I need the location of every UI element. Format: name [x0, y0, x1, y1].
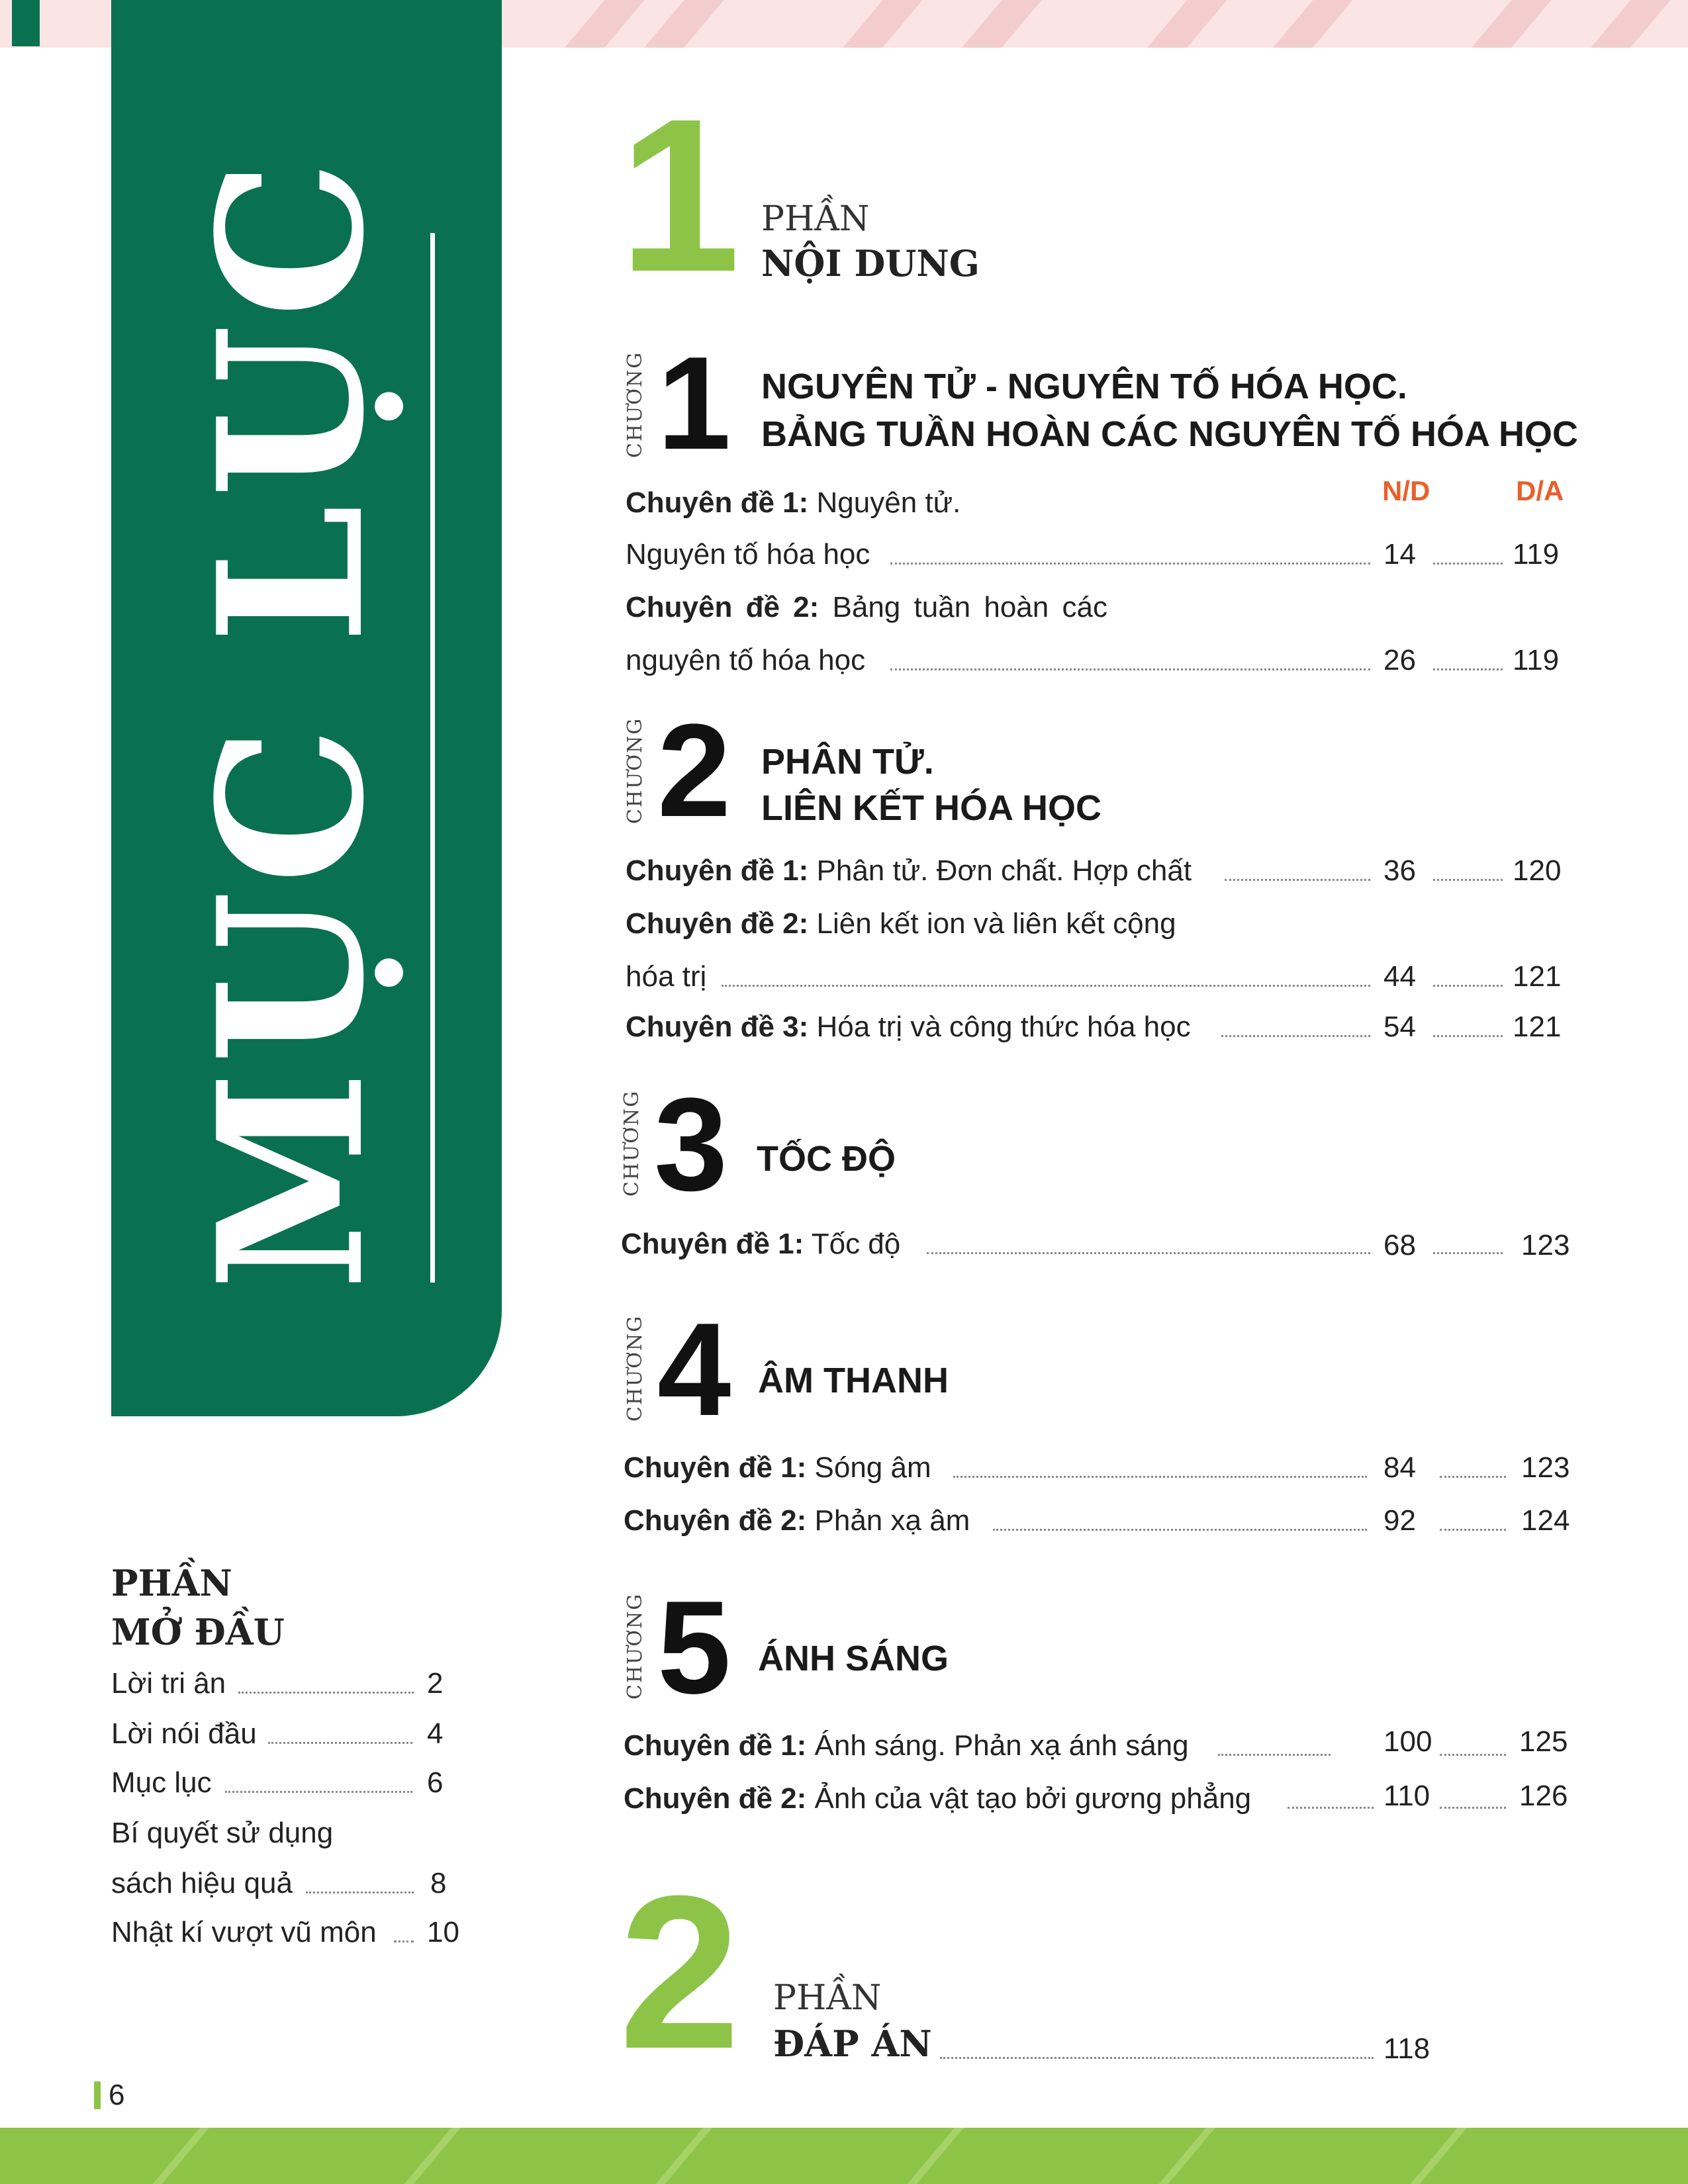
chapter4-title: ÂM THANH: [758, 1361, 949, 1400]
leader-dots: [1225, 879, 1370, 881]
leader-dots: [1433, 879, 1503, 881]
leader-dots: [394, 1940, 414, 1942]
topic-prefix: Chuyên đề 2:: [624, 1504, 807, 1537]
leader-dots: [722, 985, 1370, 987]
intro-item-page: 8: [430, 1867, 447, 1899]
page-number: 6: [109, 2079, 125, 2111]
side-divider: [430, 233, 435, 1283]
bottom-decorative-band: [0, 2128, 1688, 2184]
topic-prefix: Chuyên đề 3:: [626, 1011, 809, 1043]
topic-title: Liên kết ion và liên kết cộng: [816, 907, 1176, 940]
chapter2-number: 2: [657, 697, 731, 844]
toc-entry[interactable]: [626, 904, 1176, 944]
page-nd: 84: [1383, 1451, 1416, 1484]
chapter1-title-line2: BẢNG TUẦN HOÀN CÁC NGUYÊN TỐ HÓA HỌC: [761, 414, 1578, 454]
page-da: 124: [1521, 1504, 1570, 1537]
topic-title: Hóa trị và công thức hóa học: [816, 1011, 1191, 1043]
leader-dots: [1433, 985, 1503, 987]
toc-entry[interactable]: [624, 1779, 1251, 1819]
intro-item[interactable]: Lời tri ân: [111, 1667, 226, 1700]
chapter4-label: CHƯƠNG: [624, 1314, 647, 1422]
intro-item-cont: sách hiệu quả: [111, 1867, 293, 1899]
toc-entry[interactable]: [626, 851, 1192, 891]
page-da: 126: [1519, 1780, 1568, 1812]
page-da: 123: [1521, 1229, 1570, 1261]
intro-item[interactable]: Lời nói đầu: [111, 1717, 257, 1750]
intro-item[interactable]: Mục lục: [111, 1766, 212, 1799]
leader-dots: [225, 1791, 412, 1793]
topic-title: Bảng tuần hoàn các: [832, 591, 1107, 623]
topic-title: Sóng âm: [814, 1451, 931, 1484]
toc-entry[interactable]: [621, 1224, 900, 1264]
page-nd: 54: [1383, 1011, 1416, 1043]
part2-page: 118: [1383, 2032, 1430, 2065]
chapter3-label: CHƯƠNG: [620, 1089, 643, 1197]
leader-dots: [890, 563, 1370, 565]
topic-prefix: Chuyên đề 1:: [621, 1228, 804, 1260]
leader-dots: [890, 668, 1370, 670]
leader-dots: [268, 1742, 412, 1744]
topic-prefix: Chuyên đề 1:: [626, 854, 809, 887]
topic-prefix: Chuyên đề 2:: [626, 591, 820, 623]
chapter4-number: 4: [657, 1296, 731, 1443]
page-da: 119: [1513, 538, 1560, 570]
toc-entry[interactable]: [626, 588, 1107, 627]
leader-dots: [953, 1476, 1367, 1478]
topic-title: Phân tử. Đơn chất. Hợp chất: [816, 854, 1192, 887]
page-da: 119: [1513, 644, 1560, 676]
leader-dots: [1218, 1754, 1331, 1756]
part1-title: NỘI DUNG: [761, 242, 980, 285]
leader-dots: [1440, 1807, 1506, 1809]
leader-dots: [927, 1252, 1370, 1254]
leader-dots: [1288, 1807, 1374, 1809]
page-da: 121: [1513, 1011, 1562, 1043]
chapter5-title: ÁNH SÁNG: [758, 1639, 949, 1678]
toc-entry-cont: nguyên tố hóa học: [626, 644, 866, 676]
column-header-da: D/A: [1516, 475, 1564, 506]
leader-dots: [1440, 1529, 1506, 1531]
chapter2-title-line1: PHÂN TỬ.: [761, 742, 934, 782]
chapter3-number: 3: [654, 1071, 728, 1218]
intro-item[interactable]: Nhật kí vượt vũ môn: [111, 1916, 377, 1948]
leader-dots: [1433, 563, 1503, 565]
topic-prefix: Chuyên đề 2:: [626, 907, 809, 940]
intro-title-line2: MỞ ĐẦU: [111, 1611, 285, 1653]
part2-label: PHẦN: [773, 1978, 882, 2018]
leader-dots: [1440, 1754, 1506, 1756]
toc-entry-cont: Nguyên tố hóa học: [626, 538, 870, 570]
chapter5-label: CHƯƠNG: [624, 1592, 647, 1700]
leader-dots: [1433, 1035, 1503, 1037]
leader-dots: [1440, 1476, 1506, 1478]
toc-entry-cont: hóa trị: [626, 960, 707, 993]
topic-title: Ảnh của vật tạo bởi gương phẳng: [814, 1782, 1252, 1815]
leader-dots: [1433, 668, 1503, 670]
intro-item-page: 10: [427, 1916, 459, 1948]
leader-dots: [993, 1529, 1367, 1531]
intro-item-page: 6: [427, 1766, 444, 1799]
chapter3-title: TỐC ĐỘ: [757, 1139, 896, 1179]
side-title: MỤC LỤC: [174, 153, 408, 1291]
topic-prefix: Chuyên đề 1:: [624, 1451, 807, 1484]
intro-item-page: 2: [427, 1667, 444, 1700]
topic-title: Tốc độ: [811, 1228, 901, 1260]
chapter1-number: 1: [657, 330, 731, 477]
topic-title: Ánh sáng. Phản xạ ánh sáng: [814, 1729, 1189, 1762]
top-green-tab: [12, 0, 40, 46]
topic-prefix: Chuyên đề 1:: [626, 486, 809, 519]
page-nd: 26: [1383, 644, 1416, 676]
topic-title: Nguyên tử.: [816, 486, 961, 519]
chapter2-label: CHƯƠNG: [624, 717, 647, 824]
toc-entry[interactable]: [624, 1726, 1189, 1766]
page-nd: 68: [1383, 1229, 1416, 1261]
leader-dots: [238, 1692, 414, 1694]
page-nd: 92: [1383, 1504, 1416, 1537]
page-nd: 14: [1383, 538, 1416, 570]
topic-title: Phản xạ âm: [814, 1504, 970, 1537]
toc-entry[interactable]: [624, 1448, 931, 1488]
chapter5-number: 5: [657, 1574, 731, 1721]
page-nd: 100: [1383, 1725, 1432, 1758]
leader-dots: [1221, 1035, 1370, 1037]
leader-dots: [1433, 1252, 1503, 1254]
toc-entry[interactable]: [626, 483, 961, 523]
page-da: 125: [1519, 1725, 1568, 1758]
intro-item-page: 4: [427, 1717, 444, 1750]
page-nd: 36: [1383, 854, 1416, 887]
toc-entry[interactable]: [624, 1501, 970, 1541]
toc-entry[interactable]: [626, 1007, 1191, 1047]
intro-item[interactable]: Bí quyết sử dụng: [111, 1817, 334, 1849]
topic-prefix: Chuyên đề 1:: [624, 1729, 807, 1762]
page-da: 120: [1513, 854, 1562, 887]
part1-number: 1: [619, 73, 741, 317]
page-nd: 44: [1383, 960, 1416, 993]
page-number-marker: [94, 2081, 101, 2109]
page-da: 121: [1513, 960, 1562, 993]
column-header-nd: N/D: [1382, 475, 1430, 506]
page-nd: 110: [1383, 1780, 1430, 1812]
chapter1-label: CHƯƠNG: [624, 351, 647, 458]
intro-title-line1: PHẦN: [111, 1562, 232, 1604]
part2-title: ĐÁP ÁN: [773, 2023, 932, 2065]
part1-label: PHẦN: [761, 199, 870, 239]
page-da: 123: [1521, 1451, 1570, 1484]
leader-dots: [940, 2057, 1374, 2059]
topic-prefix: Chuyên đề 2:: [624, 1782, 807, 1815]
leader-dots: [306, 1891, 414, 1893]
chapter2-title-line2: LIÊN KẾT HÓA HỌC: [761, 788, 1102, 828]
part2-number: 2: [619, 1850, 741, 2094]
chapter1-title-line1: NGUYÊN TỬ - NGUYÊN TỐ HÓA HỌC.: [761, 367, 1407, 406]
